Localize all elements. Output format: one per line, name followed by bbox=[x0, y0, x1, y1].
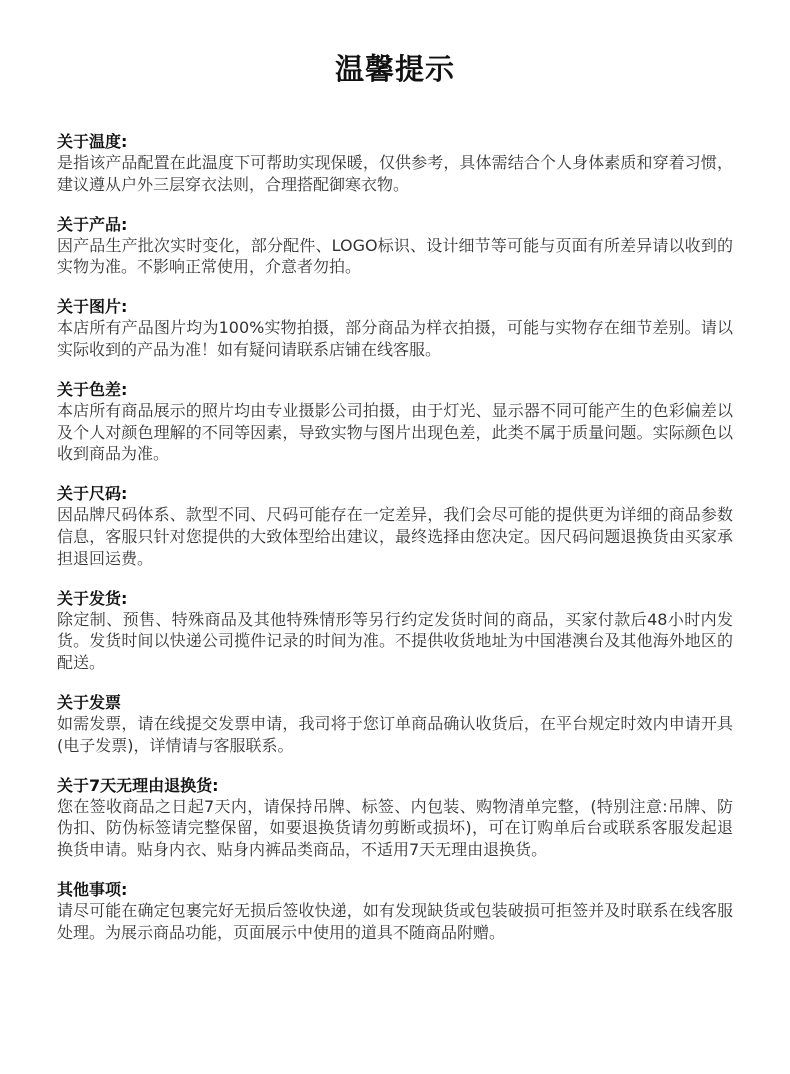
section-body: 因品牌尺码体系、款型不同、尺码可能存在一定差异，我们会尽可能的提供更为详细的商品参数信息，客服只针对您提供的大致体型给出建议，最终选择由您决定。因尺码问题退换货由买家承担退回运费。 bbox=[57, 505, 733, 568]
section-heading: 其他事项: bbox=[57, 879, 128, 899]
section-body: 请尽可能在确定包裹完好无损后签收快递，如有发现缺货或包装破损可拒签并及时联系在线客服处理。为展示商品功能，页面展示中使用的道具不随商品附赠。 bbox=[57, 900, 733, 942]
section-heading: 关于尺码: bbox=[57, 484, 128, 504]
section-body: 您在签收商品之日起7天内，请保持吊牌、标签、内包装、购物清单完整，(特别注意:吊牌、防伪扣、防伪标签请完整保留，如要退换货请勿剪断或损坏)，可在订购单后台或联系客服发起退换货申请。贴身内衣、贴身内裤品类商品，不适用7天无理由退换货。 bbox=[57, 796, 733, 860]
section-body: 如需发票，请在线提交发票申请，我司将于您订单商品确认收货后，在平台规定时效内申请开具(电子发票)，详情请与客服联系。 bbox=[57, 713, 733, 755]
section-images bbox=[57, 296, 733, 361]
notice-sections bbox=[57, 131, 733, 944]
section-heading: 关于发票 bbox=[57, 692, 122, 712]
section-heading: 关于产品: bbox=[57, 214, 128, 234]
section-invoice bbox=[57, 692, 733, 757]
section-heading: 关于7天无理由退换货: bbox=[57, 775, 219, 795]
section-color-difference bbox=[57, 379, 733, 465]
section-heading: 关于温度: bbox=[57, 132, 128, 151]
page-title: 温馨提示 bbox=[334, 52, 455, 86]
section-returns bbox=[57, 775, 733, 861]
section-body: 是指该产品配置在此温度下可帮助实现保暖，仅供参考，具体需结合个人身体素质和穿着习惯，建议遵从户外三层穿衣法则，合理搭配御寒衣物。 bbox=[57, 153, 733, 194]
section-heading: 关于图片: bbox=[57, 297, 128, 317]
section-heading: 关于色差: bbox=[57, 379, 128, 399]
section-temperature bbox=[57, 131, 733, 196]
section-heading: 关于发货: bbox=[57, 588, 128, 608]
section-body: 本店所有商品展示的照片均由专业摄影公司拍摄，由于灯光、显示器不同可能产生的色彩偏差以及个人对颜色理解的不同等因素，导致实物与图片出现色差，此类不属于质量问题。实际颜色以收到商品为准。 bbox=[57, 400, 733, 464]
section-product bbox=[57, 214, 733, 279]
section-sizing bbox=[57, 483, 733, 569]
section-body: 因产品生产批次实时变化，部分配件、LOGO标识、设计细节等可能与页面有所差异请以收到的实物为准。不影响正常使用，介意者勿拍。 bbox=[57, 235, 733, 277]
section-other bbox=[57, 879, 733, 944]
section-shipping bbox=[57, 588, 733, 674]
section-body: 除定制、预售、特殊商品及其他特殊情形等另行约定发货时间的商品，买家付款后48小时内发货。发货时间以快递公司揽件记录的时间为准。不提供收货地址为中国港澳台及其他海外地区的配送。 bbox=[57, 609, 733, 673]
section-body: 本店所有产品图片均为100%实物拍摄，部分商品为样衣拍摄，可能与实物存在细节差别。请以实际收到的产品为准！如有疑问请联系店铺在线客服。 bbox=[57, 318, 733, 359]
